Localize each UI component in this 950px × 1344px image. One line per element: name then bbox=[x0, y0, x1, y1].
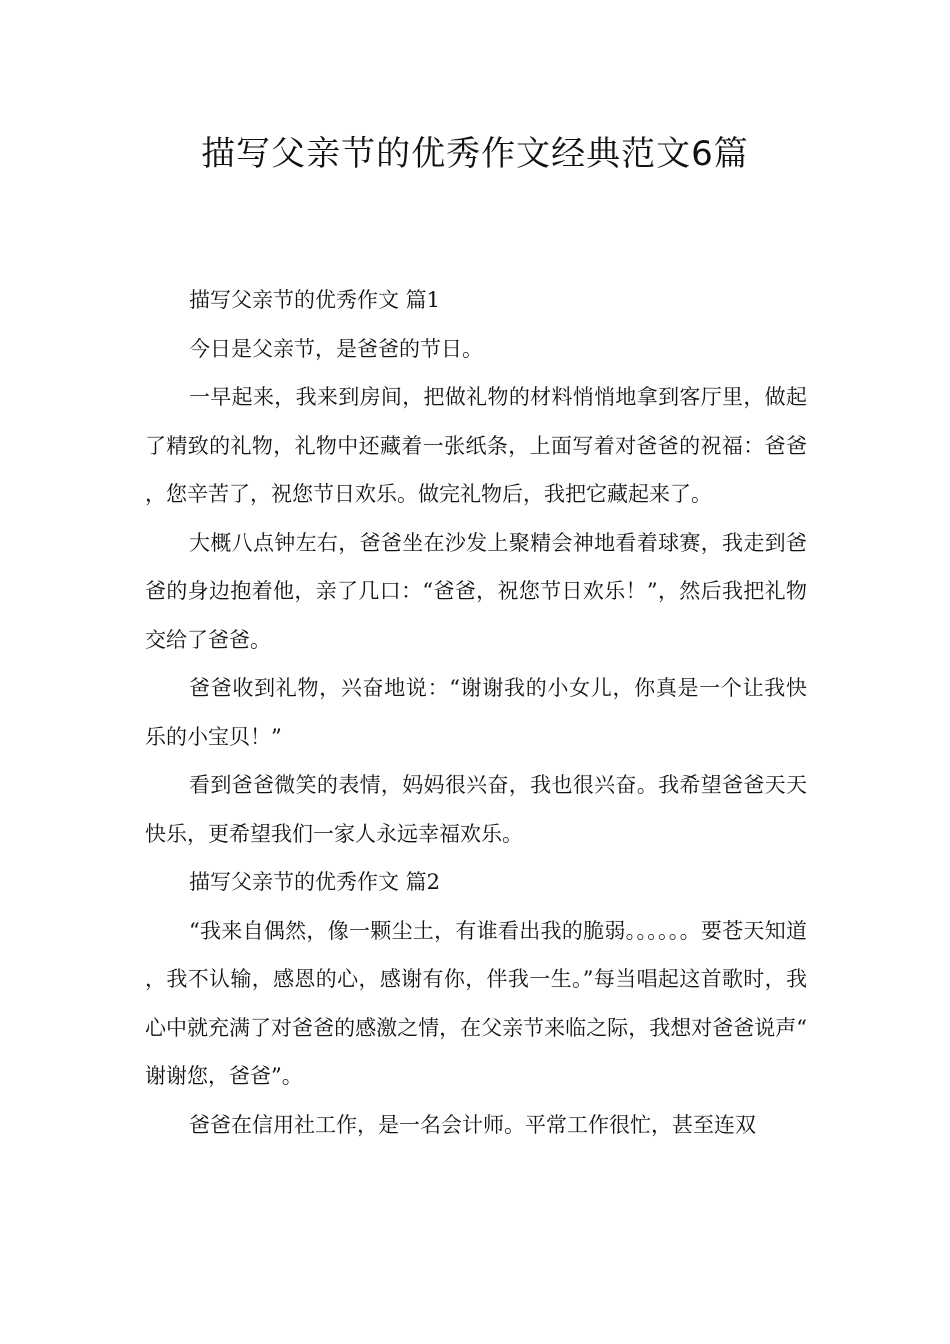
document-title: 描写父亲节的优秀作文经典范文6篇 bbox=[201, 134, 749, 174]
paragraph: 爸爸在信用社工作，是一名会计师。平常工作很忙，甚至连双 bbox=[189, 1112, 756, 1137]
document-body bbox=[145, 276, 807, 1149]
paragraph: 看到爸爸微笑的表情，妈妈很兴奋，我也很兴奋。我希望爸爸天天快乐，更希望我们一家人永远幸福欢乐。 bbox=[145, 773, 807, 846]
paragraph: 一早起来，我来到房间，把做礼物的材料悄悄地拿到客厅里，做起了精致的礼物，礼物中还藏着一张纸条，上面写着对爸爸的祝福：爸爸，您辛苦了，祝您节日欢乐。做完礼物后，我把它藏起来了。 bbox=[145, 385, 807, 506]
paragraph: “我来自偶然，像一颗尘土，有谁看出我的脆弱。。。。。。要苍天知道，我不认输，感恩的心，感谢有你，伴我一生。”每当唱起这首歌时，我心中就充满了对爸爸的感激之情，在父亲节来临之际，我想对爸爸说声“谢谢您，爸爸”。 bbox=[145, 918, 807, 1088]
section-heading-2: 描写父亲节的优秀作文 篇2 bbox=[189, 870, 441, 894]
section-heading-1: 描写父亲节的优秀作文 篇1 bbox=[189, 288, 441, 312]
paragraph: 今日是父亲节，是爸爸的节日。 bbox=[189, 336, 483, 361]
paragraph: 爸爸收到礼物，兴奋地说：“谢谢我的小女儿，你真是一个让我快乐的小宝贝！” bbox=[145, 676, 807, 749]
paragraph: 大概八点钟左右，爸爸坐在沙发上聚精会神地看着球赛，我走到爸爸的身边抱着他，亲了几口：“爸爸，祝您节日欢乐！”，然后我把礼物交给了爸爸。 bbox=[145, 530, 807, 652]
